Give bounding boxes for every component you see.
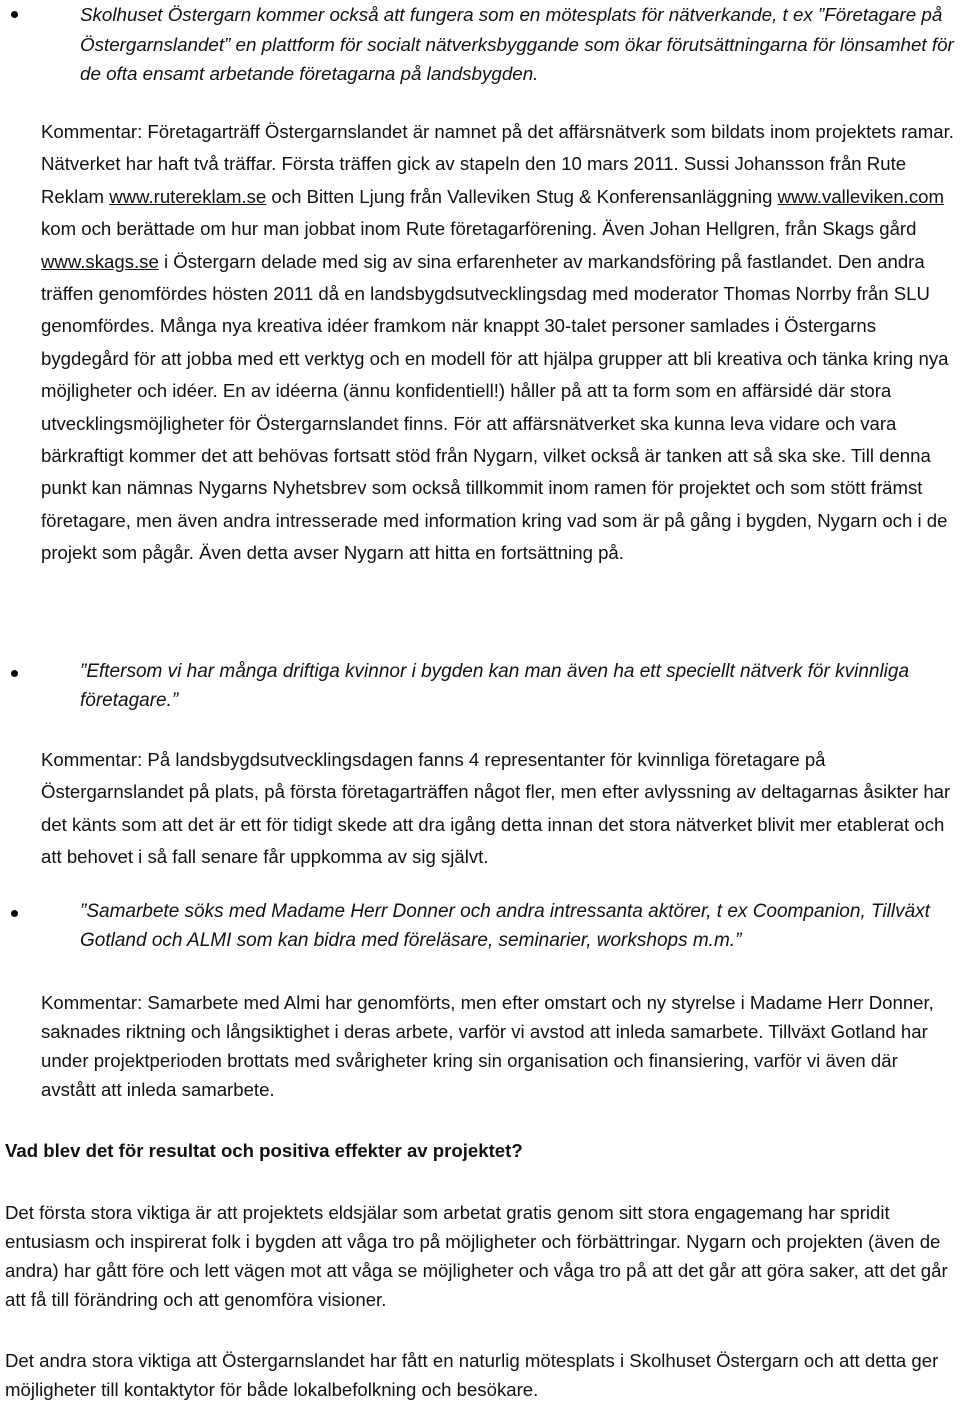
- comment-paragraph-network: [41, 116, 954, 570]
- bullet-icon: [11, 910, 18, 917]
- section-heading: Vad blev det för resultat och positiva effekter av projektet?: [5, 1140, 523, 1161]
- bullet-text: ”Samarbete söks med Madame Herr Donner och andra intressanta aktörer, t ex Coompanion, Tillväxt Gotland och ALMI som kan bidra med föreläsare, seminarier, workshops m.m.”: [80, 901, 930, 951]
- comment-paragraph-cooperation: Kommentar: Samarbete med Almi har genomförts, men efter omstart och ny styrelse i Madame Herr Donner, saknades riktning och långsiktighet i deras arbete, varför vi avstod att inleda samarbete. Tillväxt Gotland har under projektperioden brottats med svårigheter kring sin organisation och finansiering, varför vi även där avstått att inleda samarbete.: [41, 992, 934, 1100]
- link-valleviken[interactable]: www.valleviken.com: [777, 185, 944, 207]
- link-rutereklam[interactable]: www.rutereklam.se: [109, 185, 267, 207]
- comment-text: kom och berättade om hur man jobbat inom Rute företagarförening. Även Johan Hellgren, från Skags gård: [41, 218, 917, 240]
- results-paragraph-2: Det andra stora viktiga att Östergarnslandet har fått en naturlig mötesplats i Skolhuset Östergarn och att detta ger möjligheter till kontaktytor för både lokalbefolkning och besökare.: [5, 1350, 939, 1400]
- comment-text: i Östergarn delade med sig av sina erfarenheter av markandsföring på fastlandet. Den andra träffen genomfördes hösten 2011 då en landsbygdsutvecklingsdag med moderator Thomas Norrby från SLU genomfördes. Många nya kreativa idéer framkom när knappt 30-talet personer samlades i Östergarns bygdegård för att jobba med ett verktyg och en modell för att hjälpa grupper att bli kreativa och tänka kring nya möjligheter och idéer. En av idéerna (ännu konfidentiell!) håller på att ta form som en affärsidé där stora utvecklingsmöjligheter för Östergarnslandet finns. För att affärsnätverket ska kunna leva vidare och vara bärkraftigt kommer det att behövas fortsatt stöd från Nygarn, vilket också är tanken att så ska ske. Till denna punkt kan nämnas Nygarns Nyhetsbrev som också tillkommit inom ramen för projektet och som stött främst företagare, men även andra intresserade med information kring vad som är på gång i bygden, Nygarn och i de projekt som pågår. Även detta avser Nygarn att hitta en fortsättning på.: [41, 250, 949, 564]
- bullet-icon: [11, 670, 18, 677]
- link-skags[interactable]: www.skags.se: [41, 250, 159, 272]
- results-paragraph-1: Det första stora viktiga är att projektets eldsjälar som arbetat gratis genom sitt stora engagemang har spridit entusiasm och inspirerat folk i bygden att våga tro på möjligheter och förbättringar. Nygarn och projekten (även de andra) har gått före och lett vägen mot att våga se möjligheter och våga tro på att det går att göra saker, att det går att få till förändring och att genomföra visioner.: [5, 1202, 948, 1310]
- bullet-icon: [11, 11, 18, 18]
- comment-text: och Bitten Ljung från Valleviken Stug & Konferensanläggning: [266, 185, 778, 207]
- comment-paragraph-women: Kommentar: På landsbygdsutvecklingsdagen fanns 4 representanter för kvinnliga företagare på Östergarnslandet på plats, på första företagarträffen något fler, men efter avlyssning av deltagarnas åsikter har det känts som att det är ett för tidigt skede att dra igång detta innan det stora nätverket blivit mer etablerat och att behovet i så fall senare får uppkomma av sig självt.: [41, 749, 951, 868]
- bullet-text: ”Eftersom vi har många driftiga kvinnor i bygden kan man även ha ett speciellt nätverk för kvinnliga företagare.”: [80, 661, 910, 711]
- bullet-text: Skolhuset Östergarn kommer också att fungera som en mötesplats för nätverkande, t ex ”Företagare på Östergarnslandet” en plattform för socialt nätverksbyggande som ökar förutsättningarna för lönsamhet för de ofta ensamt arbetande företagarna på landsbygden.: [80, 4, 954, 84]
- comment-text: Kommentar: Företagarträff Östergarnslandet är namnet på det affärsnätverk som bildats inom projektets ramar. Nätverket har haft två träffar. Första träffen gick av stapeln den 10 mars 2011. Sussi Johansson från Rute Reklam: [41, 121, 954, 207]
